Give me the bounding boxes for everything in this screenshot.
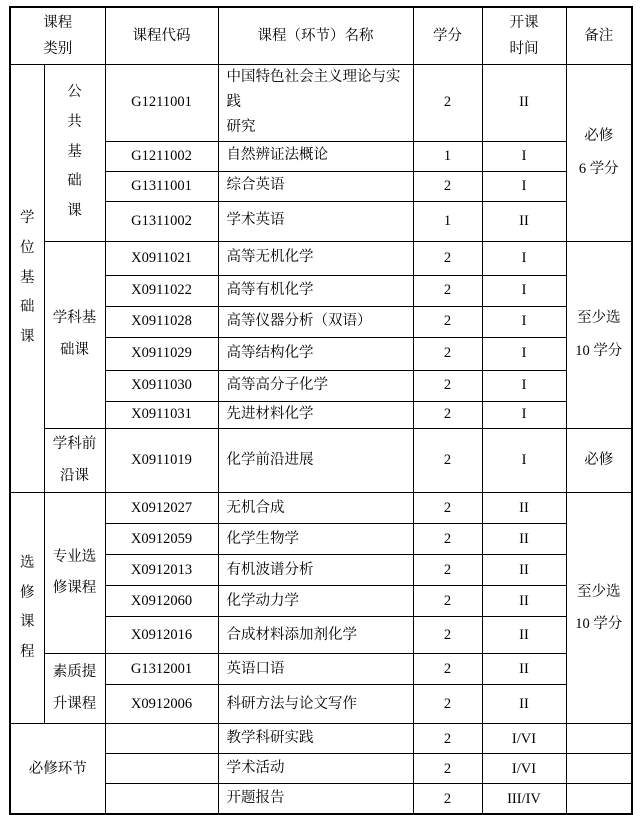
cell-line: III/IV xyxy=(507,790,541,807)
cell-line: I/VI xyxy=(511,730,537,747)
course-name xyxy=(218,401,413,428)
course-name xyxy=(218,586,413,617)
cell-line: 6 学分 xyxy=(578,160,619,177)
course-code xyxy=(105,524,218,555)
course-name xyxy=(218,685,413,724)
course-code xyxy=(105,171,218,201)
course-credits xyxy=(413,337,482,370)
course-term xyxy=(482,754,566,784)
cell-line: 无机合成 xyxy=(226,499,285,516)
table-row xyxy=(10,724,632,754)
course-credits xyxy=(413,555,482,586)
header-row xyxy=(10,7,632,64)
cell-line: II xyxy=(519,531,529,548)
cell-line: 中国特色社会主义理论与实践 xyxy=(226,68,401,110)
cell-line: 基 xyxy=(20,269,35,286)
cell-line: 课程（环节）名称 xyxy=(257,27,374,44)
group-label-public-basic xyxy=(44,64,105,241)
cell-line: 2 xyxy=(443,661,452,678)
course-code xyxy=(105,337,218,370)
table-body xyxy=(10,7,632,814)
cell-line: 2 xyxy=(443,406,452,423)
cell-line: II xyxy=(519,696,529,713)
cell-line: G1311002 xyxy=(131,212,192,229)
cell-line: 化学前沿进展 xyxy=(226,451,314,468)
course-credits xyxy=(413,724,482,754)
course-code xyxy=(105,685,218,724)
cell-line: 合成材料添加剂化学 xyxy=(226,626,357,643)
cell-line: X0912060 xyxy=(130,593,193,610)
cell-line: 高等有机化学 xyxy=(226,281,314,298)
course-credits xyxy=(413,171,482,201)
cell-line: X0912059 xyxy=(130,531,193,548)
table-row xyxy=(10,493,632,524)
course-term xyxy=(482,401,566,428)
cell-line: I xyxy=(521,313,527,330)
course-term xyxy=(482,555,566,586)
course-code xyxy=(105,724,218,754)
cell-line: 2 xyxy=(443,730,452,747)
course-term xyxy=(482,171,566,201)
course-name xyxy=(218,370,413,401)
cell-line: 2 xyxy=(443,345,452,362)
table-row xyxy=(10,654,632,685)
course-term xyxy=(482,64,566,141)
course-code xyxy=(105,654,218,685)
cell-line: 化学动力学 xyxy=(226,592,299,609)
course-credits xyxy=(413,493,482,524)
cell-line: I xyxy=(521,452,527,469)
cell-line: I xyxy=(521,282,527,299)
cell-line: 高等结构化学 xyxy=(226,344,314,361)
cell-line: 学 xyxy=(20,210,35,227)
course-name xyxy=(218,64,413,141)
course-credits xyxy=(413,524,482,555)
course-code xyxy=(105,64,218,141)
cell-line: 必修 xyxy=(584,127,614,144)
cell-line: 2 xyxy=(443,627,452,644)
header-course-code xyxy=(105,7,218,64)
cell-line: II xyxy=(519,212,529,229)
course-name xyxy=(218,784,413,814)
cell-line: 高等无机化学 xyxy=(226,249,314,266)
cell-line: 础课 xyxy=(60,341,89,358)
cell-line: I xyxy=(521,147,527,164)
course-credits xyxy=(413,617,482,654)
document-page xyxy=(0,6,640,807)
course-term xyxy=(482,617,566,654)
header-course-name xyxy=(218,7,413,64)
course-name xyxy=(218,201,413,241)
cell-line: 10 学分 xyxy=(575,342,623,359)
course-term xyxy=(482,337,566,370)
cell-line: 2 xyxy=(443,177,452,194)
cell-line: 共 xyxy=(67,113,82,130)
cell-line: G1211002 xyxy=(131,147,192,164)
cell-line: 2 xyxy=(443,593,452,610)
course-term xyxy=(482,201,566,241)
cell-line: G1211001 xyxy=(131,94,192,111)
cell-line: 程 xyxy=(20,644,35,661)
cell-line: II xyxy=(519,500,529,517)
course-name xyxy=(218,493,413,524)
cell-line: 有机波谱分析 xyxy=(226,561,314,578)
course-credits xyxy=(413,306,482,337)
group-label-subject-basic xyxy=(44,241,105,428)
header-remark xyxy=(566,7,632,64)
cell-line: 开题报告 xyxy=(226,789,285,806)
curriculum-table xyxy=(9,6,633,815)
cell-line: 备注 xyxy=(584,27,614,44)
cell-line: X0912016 xyxy=(130,627,193,644)
course-code xyxy=(105,617,218,654)
cell-line: 课 xyxy=(67,203,82,220)
cell-line: 课程代码 xyxy=(132,27,191,44)
cell-line: 科研方法与论文写作 xyxy=(226,695,357,712)
course-term xyxy=(482,306,566,337)
cell-line: 2 xyxy=(443,790,452,807)
cell-line: 2 xyxy=(443,377,452,394)
course-code xyxy=(105,370,218,401)
course-name xyxy=(218,241,413,275)
cell-line: X0912013 xyxy=(130,562,193,579)
cell-line: 学科基 xyxy=(52,309,97,326)
cell-line: 沿课 xyxy=(60,467,89,484)
cell-line: 高等仪器分析（双语） xyxy=(226,312,372,329)
course-credits xyxy=(413,784,482,814)
cell-line: 课 xyxy=(20,614,35,631)
category-label-required-steps xyxy=(10,724,105,814)
course-term xyxy=(482,524,566,555)
cell-line: 2 xyxy=(443,282,452,299)
category-label-elective xyxy=(10,493,44,724)
cell-line: 位 xyxy=(20,239,35,256)
course-term xyxy=(482,428,566,493)
course-name xyxy=(218,724,413,754)
course-name xyxy=(218,555,413,586)
course-credits xyxy=(413,654,482,685)
header-term xyxy=(482,7,566,64)
cell-line: 自然辨证法概论 xyxy=(226,147,328,164)
course-code xyxy=(105,275,218,306)
course-code xyxy=(105,428,218,493)
cell-line: I xyxy=(521,377,527,394)
cell-line: 至少选 xyxy=(577,310,621,326)
cell-line: 2 xyxy=(443,452,452,469)
course-code xyxy=(105,141,218,171)
cell-line: 1 xyxy=(443,147,452,164)
cell-line: 修课程 xyxy=(52,580,97,597)
cell-line: II xyxy=(519,94,529,111)
course-term xyxy=(482,275,566,306)
cell-line: II xyxy=(519,562,529,579)
cell-line: 学术英语 xyxy=(226,212,285,229)
course-term xyxy=(482,724,566,754)
course-name xyxy=(218,617,413,654)
course-code xyxy=(105,201,218,241)
course-term xyxy=(482,241,566,275)
cell-line: 2 xyxy=(443,313,452,330)
cell-line: 修 xyxy=(20,584,35,601)
course-code xyxy=(105,306,218,337)
course-term xyxy=(482,493,566,524)
cell-line: X0912027 xyxy=(130,500,193,517)
course-term xyxy=(482,784,566,814)
remark xyxy=(566,493,632,724)
course-credits xyxy=(413,275,482,306)
cell-line: 学分 xyxy=(433,27,462,44)
cell-line: 化学生物学 xyxy=(226,530,299,547)
cell-line: 础 xyxy=(20,299,35,316)
course-code xyxy=(105,555,218,586)
cell-line: 2 xyxy=(443,696,452,713)
cell-line: I xyxy=(521,249,527,266)
cell-line: 础 xyxy=(67,173,82,190)
cell-line: 2 xyxy=(443,249,452,266)
cell-line: X0911030 xyxy=(131,377,192,394)
course-name xyxy=(218,428,413,493)
cell-line: 类别 xyxy=(43,40,73,57)
cell-line: II xyxy=(519,627,529,644)
cell-line: 时间 xyxy=(509,40,539,57)
group-label-subject-frontier xyxy=(44,428,105,493)
cell-line: 综合英语 xyxy=(226,177,285,194)
cell-line: 2 xyxy=(443,500,452,517)
cell-line: 必修 xyxy=(584,452,614,469)
cell-line: X0912006 xyxy=(130,696,193,713)
remark xyxy=(566,754,632,784)
course-credits xyxy=(413,754,482,784)
course-name xyxy=(218,337,413,370)
course-credits xyxy=(413,586,482,617)
course-term xyxy=(482,685,566,724)
cell-line: 学科前 xyxy=(52,435,97,452)
table-row xyxy=(10,428,632,493)
cell-line: X0911031 xyxy=(131,406,192,423)
cell-line: I xyxy=(521,345,527,362)
remark xyxy=(566,64,632,241)
course-credits xyxy=(413,428,482,493)
cell-line: 英语口语 xyxy=(226,660,285,677)
cell-line: I xyxy=(521,406,527,423)
header-credits xyxy=(413,7,482,64)
cell-line: 研究 xyxy=(226,119,256,136)
course-term xyxy=(482,654,566,685)
remark xyxy=(566,428,632,493)
category-label-degree-basic xyxy=(10,64,44,493)
course-credits xyxy=(413,401,482,428)
cell-line: X0911022 xyxy=(131,282,192,299)
cell-line: 课 xyxy=(20,329,35,346)
cell-line: G1312001 xyxy=(130,661,193,678)
cell-line: 至少选 xyxy=(577,583,621,600)
cell-line: 2 xyxy=(443,760,452,777)
cell-line: G1311001 xyxy=(131,177,192,194)
cell-line: 必修环节 xyxy=(28,760,87,777)
header-category xyxy=(10,7,105,64)
course-code xyxy=(105,241,218,275)
course-name xyxy=(218,275,413,306)
cell-line: 高等高分子化学 xyxy=(226,376,328,393)
group-label-professional-elective xyxy=(44,493,105,654)
course-credits xyxy=(413,201,482,241)
cell-line: 基 xyxy=(67,143,82,160)
course-name xyxy=(218,754,413,784)
cell-line: 公 xyxy=(67,84,82,101)
course-term xyxy=(482,141,566,171)
cell-line: II xyxy=(519,661,529,678)
course-name xyxy=(218,171,413,201)
course-credits xyxy=(413,141,482,171)
table-row xyxy=(10,241,632,275)
cell-line: 2 xyxy=(443,531,452,548)
course-credits xyxy=(413,370,482,401)
remark xyxy=(566,784,632,814)
cell-line: 学术活动 xyxy=(226,760,285,777)
course-credits xyxy=(413,64,482,141)
cell-line: X0911021 xyxy=(131,249,192,266)
cell-line: 素质提 xyxy=(52,664,97,681)
course-name xyxy=(218,654,413,685)
cell-line: 升课程 xyxy=(52,695,97,712)
cell-line: X0911019 xyxy=(131,452,192,469)
cell-line: 专业选 xyxy=(52,548,97,565)
cell-line: I xyxy=(521,177,527,194)
group-label-quality-improvement xyxy=(44,654,105,724)
cell-line: II xyxy=(519,593,529,610)
course-term xyxy=(482,586,566,617)
course-code xyxy=(105,784,218,814)
cell-line: 课程 xyxy=(43,14,73,31)
cell-line: 选 xyxy=(20,554,35,571)
remark xyxy=(566,241,632,428)
course-credits xyxy=(413,241,482,275)
course-credits xyxy=(413,685,482,724)
course-name xyxy=(218,141,413,171)
course-code xyxy=(105,493,218,524)
remark xyxy=(566,724,632,754)
table-row xyxy=(10,64,632,141)
cell-line: 开课 xyxy=(509,14,539,31)
cell-line: 10 学分 xyxy=(575,616,623,633)
cell-line: 教学科研实践 xyxy=(226,730,314,747)
course-code xyxy=(105,586,218,617)
cell-line: X0911028 xyxy=(131,313,192,330)
cell-line: 1 xyxy=(443,212,452,229)
cell-line: 2 xyxy=(443,562,452,579)
cell-line: 先进材料化学 xyxy=(226,405,314,422)
course-term xyxy=(482,370,566,401)
course-name xyxy=(218,524,413,555)
course-name xyxy=(218,306,413,337)
course-code xyxy=(105,401,218,428)
course-code xyxy=(105,754,218,784)
cell-line: 2 xyxy=(443,94,452,111)
cell-line: X0911029 xyxy=(131,345,192,362)
cell-line: I/VI xyxy=(511,760,537,777)
